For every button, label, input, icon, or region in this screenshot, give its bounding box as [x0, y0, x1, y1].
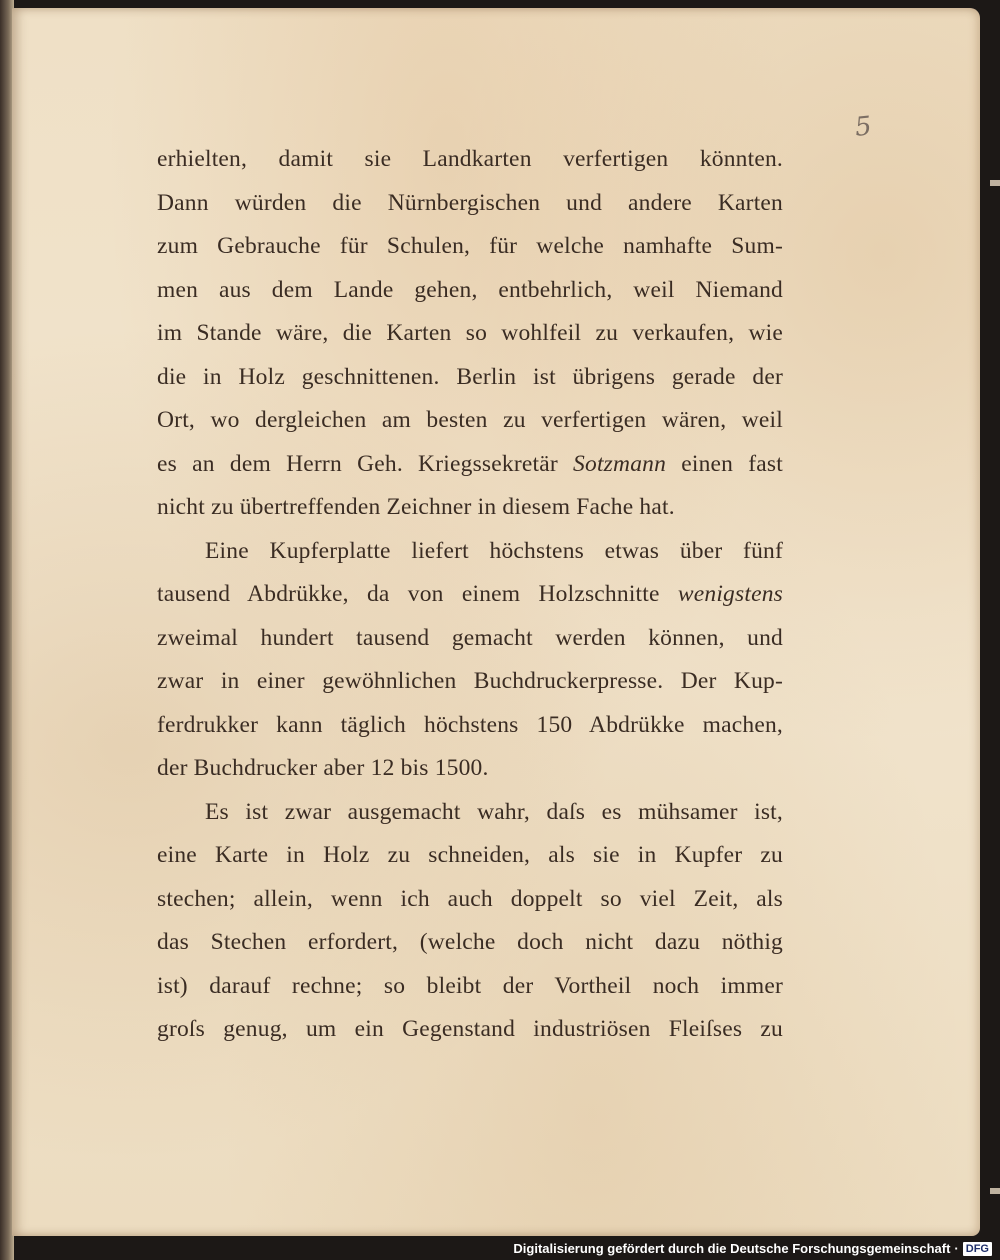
text-line: Eine Kupferplatte liefert höchstens etwas über fünf	[205, 537, 783, 564]
text-line: Es ist zwar ausgemacht wahr, daſs es mühsamer ist,	[205, 798, 783, 825]
text-line: erhielten, damit sie Landkarten verfertigen könnten.	[157, 146, 783, 172]
text-line	[157, 573, 783, 617]
text-line: Dann würden die Nürnbergischen und andere Karten	[157, 189, 783, 216]
text-line: nicht zu übertreffenden Zeichner in diesem Fache hat.	[157, 494, 675, 520]
scan-edge-mark	[990, 180, 1000, 186]
text-line: im Stande wäre, die Karten so wohlfeil zu verkaufen, wie	[157, 320, 783, 346]
credit-separator: ·	[954, 1241, 959, 1256]
book-page	[12, 8, 980, 1236]
dfg-logo: DFG	[963, 1242, 992, 1256]
text-line: das Stechen erfordert, (welche doch nicht dazu nöthig	[157, 929, 783, 955]
text-line: zweimal hundert tausend gemacht werden können, und	[157, 624, 783, 651]
text-line: men aus dem Lande gehen, entbehrlich, weil Niemand	[157, 276, 783, 303]
italic-word: wenigstens	[677, 581, 783, 607]
digitization-credit	[513, 1241, 992, 1256]
text-line: die in Holz geschnittenen. Berlin ist übrigens gerade der	[157, 363, 783, 390]
body-text	[157, 138, 783, 1052]
text-line: zum Gebrauche für Schulen, für welche namhafte Sum-	[157, 233, 783, 259]
text-line	[157, 443, 783, 487]
text-line: der Buchdrucker aber 12 bis 1500.	[157, 755, 489, 781]
text-line: ferdrukker kann täglich höchstens 150 Abdrükke machen,	[157, 711, 783, 738]
text-line: stechen; allein, wenn ich auch doppelt so viel Zeit, als	[157, 885, 783, 912]
credit-text: Digitalisierung gefördert durch die Deutsche Forschungsgemeinschaft	[513, 1241, 951, 1256]
text-segment: tausend Abdrükke, da von einem Holzschnitte	[157, 581, 678, 607]
text-segment: es an dem Herrn Geh. Kriegssekretär	[157, 450, 574, 477]
text-line: zwar in einer gewöhnlichen Buchdruckerpresse. Der Kup-	[157, 668, 783, 694]
text-segment: einen fast	[666, 450, 783, 477]
scan-edge-mark	[990, 1188, 1000, 1194]
text-line: eine Karte in Holz zu schneiden, als sie in Kupfer zu	[157, 842, 783, 868]
italic-name: Sotzmann	[573, 450, 667, 477]
text-line: Ort, wo dergleichen am besten zu verfertigen wären, weil	[157, 407, 783, 433]
text-line: groſs genug, um ein Gegenstand industriösen Fleiſses zu	[157, 1016, 783, 1042]
text-line: ist) darauf rechne; so bleibt der Vortheil noch immer	[157, 972, 783, 999]
page-number: 5	[853, 111, 874, 143]
